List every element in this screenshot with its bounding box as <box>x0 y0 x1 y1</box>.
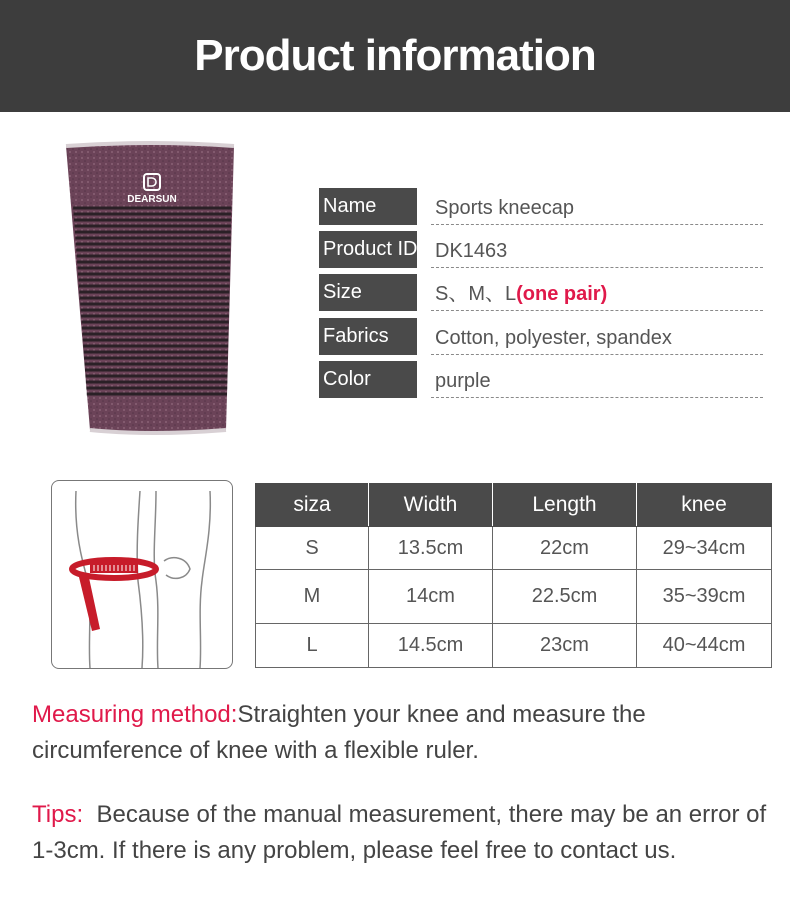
measuring-illustration <box>51 480 233 669</box>
size-chart-table <box>255 483 772 668</box>
size-cell: S <box>256 527 369 570</box>
length-cell: 23cm <box>493 624 637 668</box>
legs-with-tape-drawing <box>52 481 232 668</box>
page-title: Product information <box>194 31 596 80</box>
spec-label: Name <box>319 188 417 225</box>
one-pair-note: (one pair) <box>516 283 608 305</box>
spec-value: Cotton, polyester, spandex <box>431 318 763 355</box>
measuring-method-text: Straighten your knee and measure the circumference of knee with a flexible ruler. <box>32 701 646 764</box>
knee-cell: 40~44cm <box>637 624 772 668</box>
column-header-width: Width <box>369 484 493 527</box>
measuring-method-paragraph <box>32 697 772 769</box>
spec-value: DK1463 <box>431 231 763 268</box>
column-header-knee: knee <box>637 484 772 527</box>
spec-value: Sports kneecap <box>431 188 763 225</box>
width-cell: 13.5cm <box>369 527 493 570</box>
spec-label: Size <box>319 274 417 311</box>
size-cell: L <box>256 624 369 668</box>
column-header-length: Length <box>493 484 637 527</box>
tips-paragraph <box>32 797 772 869</box>
tips-text: Because of the manual measurement, there may be an error of 1-3cm. If there is any problem, please feel free to contact us. <box>32 801 767 864</box>
width-cell: 14cm <box>369 570 493 624</box>
size-values: S、M、L <box>435 283 517 305</box>
column-header-size: siza <box>256 484 369 527</box>
tips-label: Tips: <box>32 801 84 828</box>
size-cell: M <box>256 570 369 624</box>
table-header-row <box>256 484 772 527</box>
measuring-method-label: Measuring method: <box>32 701 238 728</box>
spec-label: Product ID <box>319 231 417 268</box>
svg-text:DEARSUN: DEARSUN <box>127 194 177 205</box>
spec-label: Color <box>319 361 417 398</box>
table-row <box>256 624 772 668</box>
length-cell: 22cm <box>493 527 637 570</box>
knee-cell: 29~34cm <box>637 527 772 570</box>
length-cell: 22.5cm <box>493 570 637 624</box>
spec-value: purple <box>431 361 763 398</box>
kneecap-product-image <box>62 138 238 438</box>
table-row <box>256 527 772 570</box>
knee-cell: 35~39cm <box>637 570 772 624</box>
spec-label: Fabrics <box>319 318 417 355</box>
page-header <box>0 0 790 112</box>
table-row <box>256 570 772 624</box>
spec-value <box>431 274 763 311</box>
width-cell: 14.5cm <box>369 624 493 668</box>
